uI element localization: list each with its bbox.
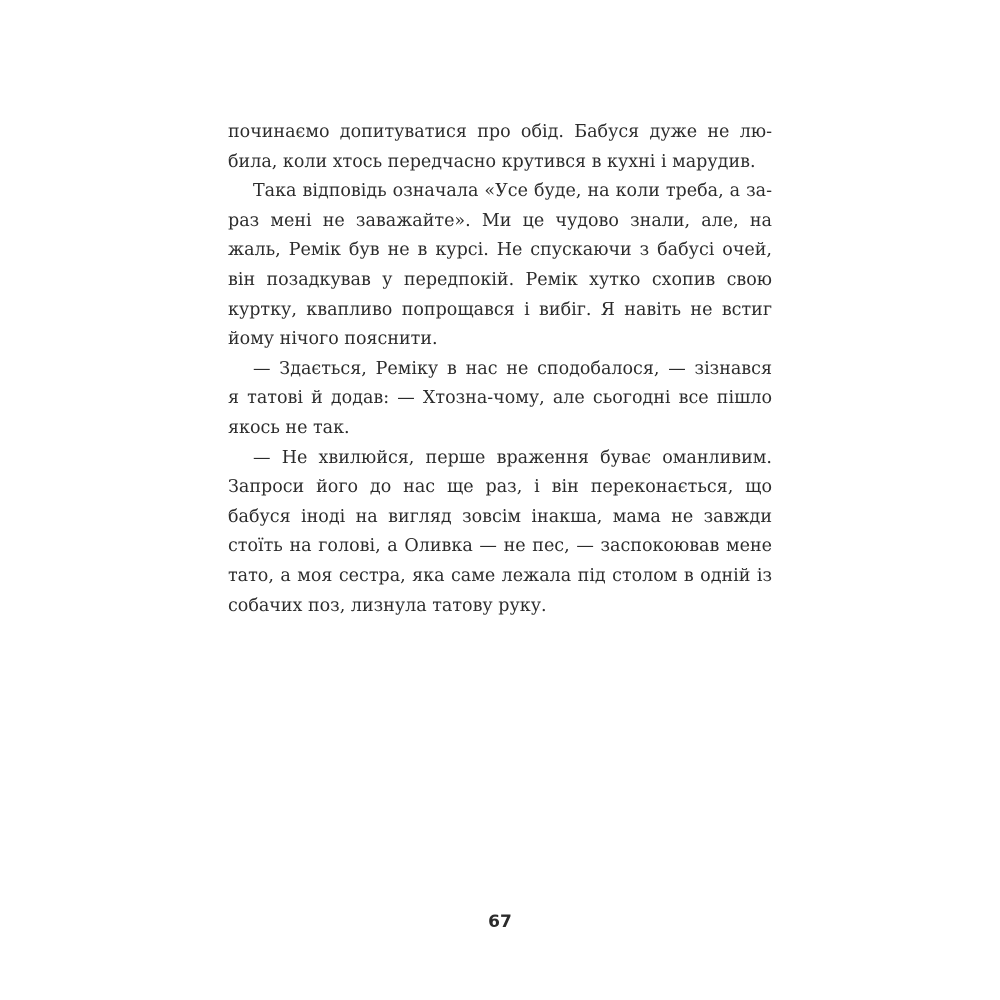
body-text xyxy=(228,118,772,621)
text-line: йому нічого пояснити. xyxy=(228,329,438,350)
text-line: починаємо допитуватися про обід. Бабуся дуже не лю- xyxy=(228,122,772,142)
text-line: била, коли хтось передчасно крутився в кухні і марудив. xyxy=(228,151,756,172)
page-number: 67 xyxy=(488,912,512,932)
text-line: тато, а моя сестра, яка саме лежала під столом в одній із xyxy=(228,565,772,586)
text-line: жаль, Ремік був не в курсі. Не спускаючи з бабусі очей, xyxy=(228,240,772,261)
text-line: бабуся іноді на вигляд зовсім інакша, мама не завжди xyxy=(228,506,772,527)
text-line: якось не так. xyxy=(228,417,350,438)
text-line: я татові й додав: — Хтозна-чому, але сьогодні все пішло xyxy=(228,388,772,409)
text-line: стоїть на голові, а Оливка — не пес, — заспокоював мене xyxy=(228,536,772,557)
text-line: Така відповідь означала «Усе буде, на коли треба, а за- xyxy=(253,181,772,202)
text-line: куртку, квапливо попрощався і вибіг. Я навіть не встиг xyxy=(228,299,772,320)
text-line: Запроси його до нас ще раз, і він переконається, що xyxy=(228,477,772,498)
text-line: собачих поз, лизнула татову руку. xyxy=(228,595,547,616)
text-line: — Не хвилюйся, перше враження буває оманливим. xyxy=(253,447,772,468)
text-line: він позадкував у передпокій. Ремік хутко схопив свою xyxy=(228,269,772,290)
text-line: — Здається, Реміку в нас не сподобалося, — зізнався xyxy=(253,358,772,379)
text-line: раз мені не заважайте». Ми це чудово знали, але, на xyxy=(228,210,772,231)
